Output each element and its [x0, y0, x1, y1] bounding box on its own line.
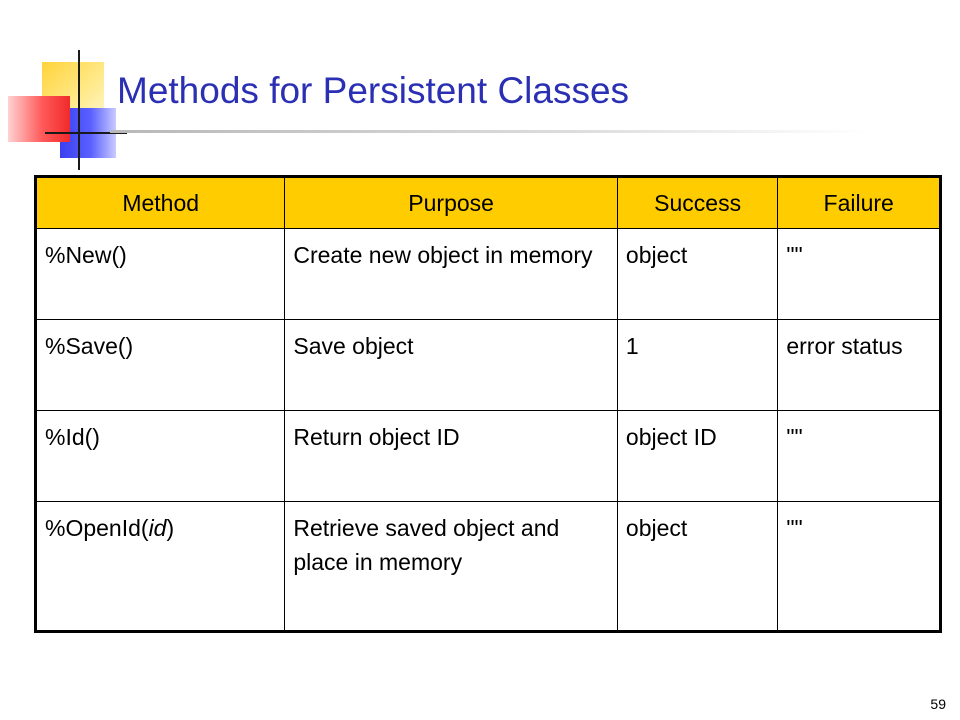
slide-title: Methods for Persistent Classes	[117, 70, 630, 111]
header-failure: Failure	[778, 177, 941, 229]
logo-red-square	[8, 96, 70, 142]
cell-purpose: Return object ID	[285, 411, 618, 502]
cell-success: 1	[617, 320, 777, 411]
cell-purpose: Save object	[285, 320, 618, 411]
table-header-row	[36, 177, 941, 229]
cell-failure: ""	[778, 411, 941, 502]
cell-purpose: Retrieve saved object and place in memory	[285, 502, 618, 632]
page-number: 59	[930, 696, 946, 712]
header-success: Success	[617, 177, 777, 229]
cell-failure: ""	[778, 229, 941, 320]
methods-table	[34, 175, 942, 633]
table-row	[36, 320, 941, 411]
cell-method: %Id()	[36, 411, 285, 502]
table-row	[36, 411, 941, 502]
cell-success: object ID	[617, 411, 777, 502]
header-method: Method	[36, 177, 285, 229]
cell-method	[36, 502, 285, 632]
method-argument: id	[148, 515, 167, 541]
cell-success: object	[617, 229, 777, 320]
table-row	[36, 502, 941, 632]
method-suffix: )	[166, 515, 175, 541]
cell-purpose: Create new object in memory	[285, 229, 618, 320]
cell-failure: ""	[778, 502, 941, 632]
logo-vertical-line	[78, 50, 80, 170]
header-purpose: Purpose	[285, 177, 618, 229]
cell-method: %New()	[36, 229, 285, 320]
table-row	[36, 229, 941, 320]
method-prefix: %OpenId(	[45, 515, 149, 541]
cell-failure: error status	[778, 320, 941, 411]
cell-success: object	[617, 502, 777, 632]
cell-method: %Save()	[36, 320, 285, 411]
title-underline	[110, 130, 870, 133]
